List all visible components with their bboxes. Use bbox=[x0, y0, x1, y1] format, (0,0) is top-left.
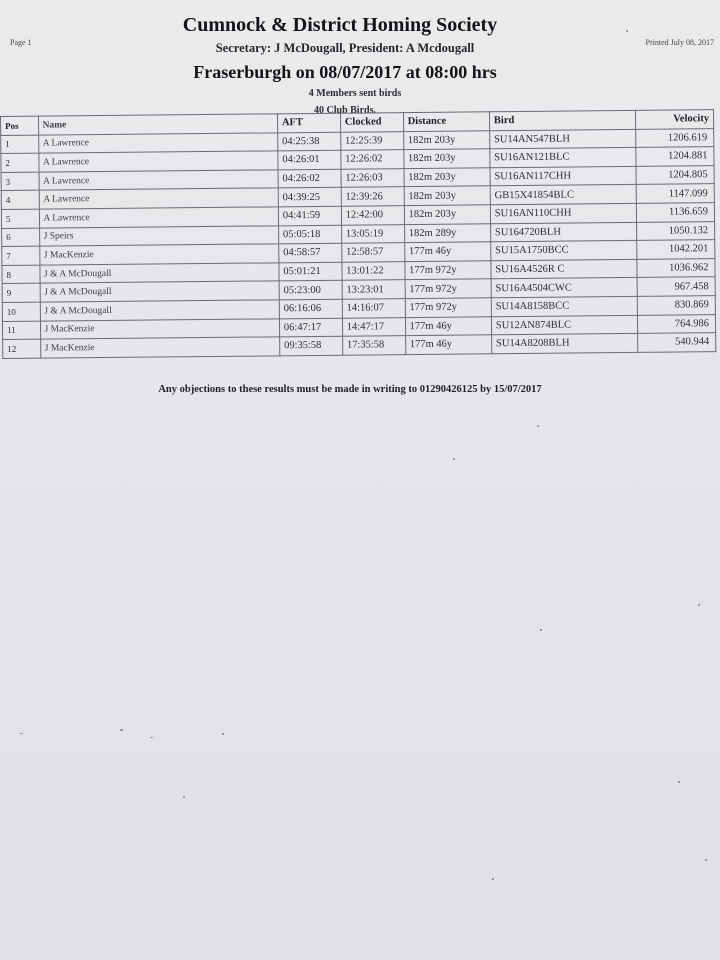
paper-speck bbox=[537, 425, 539, 427]
cell-name: J & A McDougall bbox=[40, 300, 280, 321]
paper-speck bbox=[120, 729, 123, 731]
cell-pos: 8 bbox=[2, 265, 40, 284]
cell-clocked: 14:16:07 bbox=[342, 299, 405, 318]
cell-name: A Lawrence bbox=[38, 132, 278, 153]
cell-pos: 12 bbox=[3, 339, 41, 358]
paper-speck bbox=[698, 604, 700, 606]
cell-aft: 04:41:59 bbox=[278, 206, 341, 225]
cell-velocity: 1050.132 bbox=[636, 221, 714, 240]
col-header-aft: AFT bbox=[277, 113, 340, 132]
officers-line: Secretary: J McDougall, President: A Mcdougall bbox=[215, 41, 475, 55]
cell-pos: 3 bbox=[1, 172, 39, 191]
cell-bird: SU12AN874BLC bbox=[491, 315, 637, 335]
cell-distance: 177m 46y bbox=[405, 335, 491, 354]
cell-velocity: 967.458 bbox=[637, 277, 715, 296]
cell-bird: GB15X41854BLC bbox=[490, 185, 636, 205]
cell-distance: 182m 203y bbox=[403, 130, 489, 149]
cell-distance: 177m 972y bbox=[405, 261, 491, 280]
cell-clocked: 12:42:00 bbox=[341, 206, 404, 225]
paper-speck bbox=[20, 733, 23, 734]
cell-bird: SU16A4526R C bbox=[491, 259, 637, 279]
cell-clocked: 12:39:26 bbox=[341, 187, 404, 206]
cell-pos: 10 bbox=[2, 302, 40, 321]
members-sent: 4 Members sent birds bbox=[308, 88, 402, 99]
col-header-bird: Bird bbox=[489, 110, 635, 130]
cell-name: A Lawrence bbox=[39, 188, 279, 209]
cell-aft: 04:26:02 bbox=[278, 169, 341, 188]
cell-bird: SU14AN547BLH bbox=[489, 129, 635, 149]
cell-pos: 7 bbox=[2, 246, 40, 265]
cell-aft: 05:05:18 bbox=[278, 225, 341, 244]
cell-distance: 177m 46y bbox=[404, 242, 490, 261]
paper-speck bbox=[705, 859, 707, 861]
cell-aft: 04:39:25 bbox=[278, 188, 341, 207]
paper-speck bbox=[626, 30, 628, 32]
cell-aft: 04:58:57 bbox=[279, 243, 342, 262]
cell-name: A Lawrence bbox=[39, 207, 279, 228]
cell-clocked: 12:25:39 bbox=[340, 131, 403, 150]
cell-name: A Lawrence bbox=[38, 151, 278, 172]
cell-clocked: 13:01:22 bbox=[342, 261, 405, 280]
cell-velocity: 764.986 bbox=[637, 314, 715, 333]
cell-clocked: 14:47:17 bbox=[342, 317, 405, 336]
col-header-clocked: Clocked bbox=[340, 113, 403, 132]
cell-distance: 182m 203y bbox=[403, 149, 489, 168]
paper-speck bbox=[183, 796, 185, 798]
cell-bird: SU16AN110CHH bbox=[490, 203, 636, 223]
cell-bird: SU14A8158BCC bbox=[491, 296, 637, 316]
cell-clocked: 13:23:01 bbox=[342, 280, 405, 299]
cell-name: A Lawrence bbox=[39, 170, 279, 191]
cell-pos: 4 bbox=[1, 191, 39, 210]
col-header-pos: Pos bbox=[1, 116, 39, 135]
cell-velocity: 540.944 bbox=[637, 333, 715, 352]
col-header-velocity: Velocity bbox=[635, 110, 713, 129]
cell-velocity: 1204.805 bbox=[636, 165, 714, 184]
cell-distance: 177m 46y bbox=[405, 316, 491, 335]
club-birds: 40 Club Birds. bbox=[314, 105, 376, 116]
cell-distance: 182m 289y bbox=[404, 223, 490, 242]
cell-aft: 06:16:06 bbox=[279, 299, 342, 318]
cell-bird: SU16A4504CWC bbox=[491, 278, 637, 298]
cell-velocity: 1042.201 bbox=[637, 240, 715, 259]
paper-speck bbox=[150, 737, 153, 738]
col-header-name: Name bbox=[38, 114, 278, 135]
cell-name: J & A McDougall bbox=[40, 281, 280, 302]
cell-aft: 06:47:17 bbox=[279, 318, 342, 337]
cell-clocked: 12:26:02 bbox=[341, 150, 404, 169]
cell-name: J MacKenzie bbox=[39, 244, 279, 265]
cell-name: J MacKenzie bbox=[40, 318, 280, 339]
cell-velocity: 1204.881 bbox=[636, 147, 714, 166]
paper-speck bbox=[453, 458, 455, 460]
cell-distance: 177m 972y bbox=[405, 298, 491, 317]
cell-bird: SU14A8208BLH bbox=[491, 334, 637, 354]
cell-velocity: 1147.099 bbox=[636, 184, 714, 203]
cell-aft: 09:35:58 bbox=[279, 336, 342, 355]
cell-velocity: 1136.659 bbox=[636, 203, 714, 222]
cell-clocked: 12:26:03 bbox=[341, 168, 404, 187]
cell-aft: 05:23:00 bbox=[279, 281, 342, 300]
cell-clocked: 12:58:57 bbox=[341, 243, 404, 262]
cell-bird: SU164720BLH bbox=[490, 222, 636, 242]
paper-speck bbox=[540, 629, 542, 631]
cell-pos: 5 bbox=[1, 209, 39, 228]
cell-aft: 05:01:21 bbox=[279, 262, 342, 281]
printed-date: Printed July 08, 2017 bbox=[645, 38, 714, 47]
race-heading: Fraserburgh on 08/07/2017 at 08:00 hrs bbox=[193, 62, 497, 82]
objections-note: Any objections to these results must be made in writing to 01290426125 by 15/07/2017 bbox=[158, 384, 542, 395]
paper-speck bbox=[492, 878, 494, 880]
col-header-distance: Distance bbox=[403, 112, 489, 131]
cell-clocked: 17:35:58 bbox=[342, 336, 405, 355]
cell-aft: 04:25:38 bbox=[278, 132, 341, 151]
cell-pos: 2 bbox=[1, 153, 39, 172]
cell-aft: 04:26:01 bbox=[278, 150, 341, 169]
cell-bird: SU16AN121BLC bbox=[490, 148, 636, 168]
cell-pos: 9 bbox=[2, 283, 40, 302]
cell-clocked: 13:05:19 bbox=[341, 224, 404, 243]
cell-velocity: 830.869 bbox=[637, 296, 715, 315]
paper-speck bbox=[222, 733, 224, 735]
society-title: Cumnock & District Homing Society bbox=[182, 14, 498, 36]
paper-speck bbox=[678, 781, 680, 783]
cell-velocity: 1036.962 bbox=[637, 258, 715, 277]
cell-pos: 6 bbox=[2, 228, 40, 247]
cell-bird: SU16AN117CHH bbox=[490, 166, 636, 186]
cell-distance: 182m 203y bbox=[404, 168, 490, 187]
cell-distance: 182m 203y bbox=[404, 186, 490, 205]
page-label: Page 1 bbox=[10, 38, 32, 47]
cell-name: J MacKenzie bbox=[40, 337, 280, 358]
cell-bird: SU15A1750BCC bbox=[491, 241, 637, 261]
results-table bbox=[0, 109, 716, 359]
cell-name: J Speirs bbox=[39, 225, 279, 246]
cell-distance: 177m 972y bbox=[405, 279, 491, 298]
cell-pos: 1 bbox=[1, 135, 39, 154]
cell-pos: 11 bbox=[2, 321, 40, 340]
cell-velocity: 1206.619 bbox=[636, 128, 714, 147]
cell-distance: 182m 203y bbox=[404, 205, 490, 224]
cell-name: J & A McDougall bbox=[39, 263, 279, 284]
